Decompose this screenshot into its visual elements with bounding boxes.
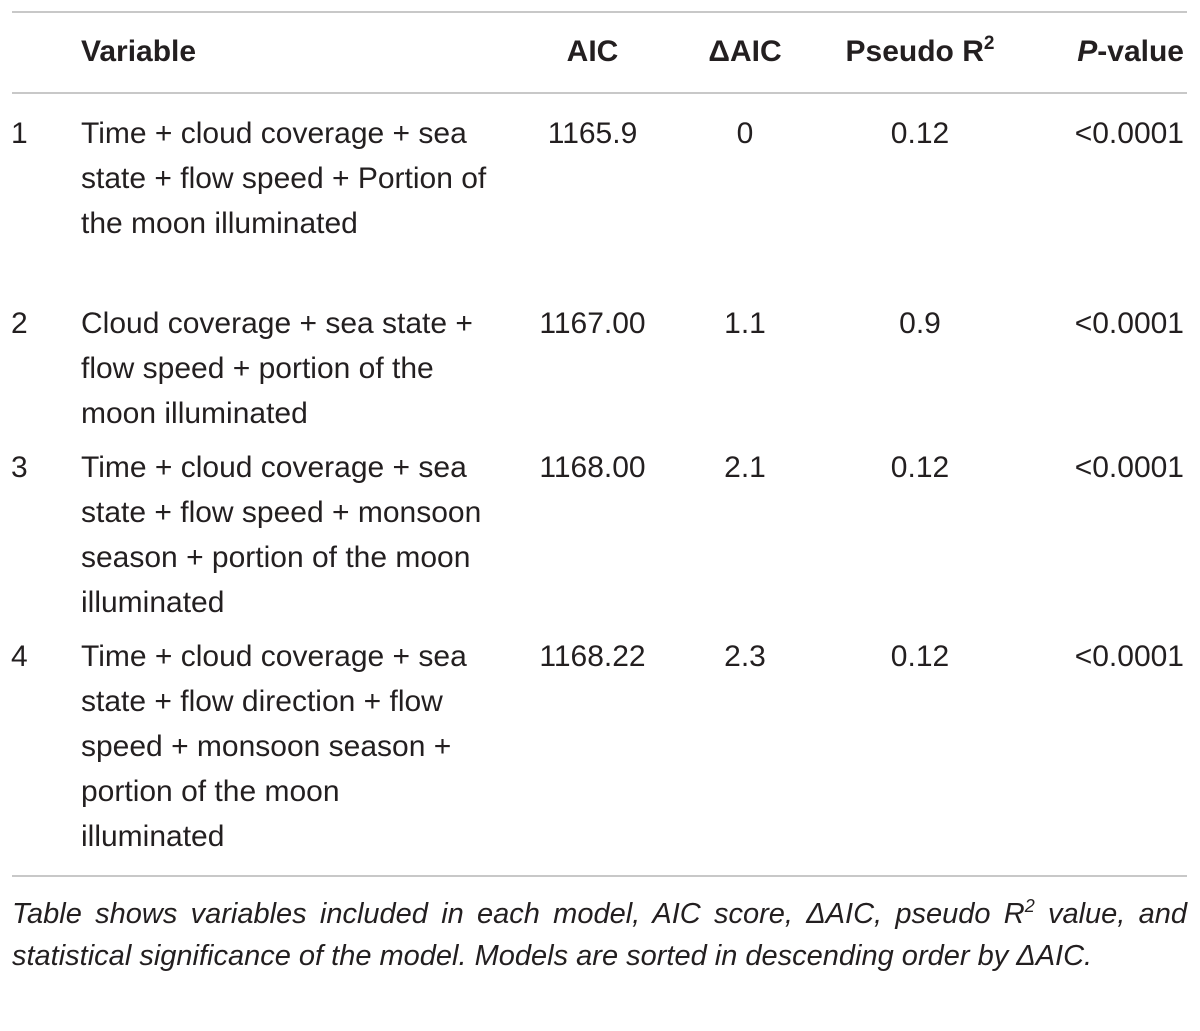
row-variable: Cloud coverage + sea state + flow speed + portion of the moon illuminated (81, 307, 473, 430)
caption-part1: Table shows variables included in each model, AIC score, ΔAIC, pseudo R (12, 898, 1025, 930)
row-aic: 1165.9 (547, 117, 638, 150)
caption-part2: value, and statistical significance of the model. Models are sorted in descending order by ΔAIC. (12, 898, 1187, 972)
header-p-value-italic: P (1077, 35, 1098, 68)
row-index: 2 (11, 307, 28, 340)
bottom-rule (12, 875, 1187, 877)
row-pseudo-r2: 0.9 (899, 307, 941, 340)
row-aic: 1167.00 (539, 307, 646, 340)
row-p-value: <0.0001 (1074, 307, 1184, 340)
row-variable: Time + cloud coverage + sea state + flow direction + flow speed + monsoon season + portion of the moon illuminated (81, 640, 467, 853)
header-aic: AIC (566, 35, 619, 68)
row-delta-aic: 0 (736, 117, 754, 150)
row-index: 1 (11, 117, 28, 150)
caption-sup: 2 (1024, 896, 1035, 916)
header-p-value-rest: -value (1097, 35, 1184, 68)
header-variable: Variable (81, 35, 197, 68)
row-aic: 1168.00 (539, 451, 646, 484)
table-caption (12, 893, 1187, 977)
row-variable: Time + cloud coverage + sea state + flow speed + Portion of the moon illuminated (81, 117, 487, 240)
header-delta-aic: ΔAIC (708, 35, 782, 68)
row-delta-aic: 1.1 (724, 307, 766, 340)
row-pseudo-r2: 0.12 (890, 117, 950, 150)
header-p-value (1030, 30, 1184, 74)
row-delta-aic: 2.3 (724, 640, 766, 673)
row-p-value: <0.0001 (1074, 451, 1184, 484)
row-variable: Time + cloud coverage + sea state + flow speed + monsoon season + portion of the moon illuminated (81, 451, 482, 619)
row-index: 4 (11, 640, 28, 673)
row-p-value: <0.0001 (1074, 117, 1184, 150)
row-pseudo-r2: 0.12 (890, 451, 950, 484)
row-delta-aic: 2.1 (724, 451, 766, 484)
row-aic: 1168.22 (539, 640, 646, 673)
row-pseudo-r2: 0.12 (890, 640, 950, 673)
header-pseudo-r2-sup: 2 (983, 33, 995, 54)
header-pseudo-r2-base: Pseudo R (845, 35, 984, 68)
top-rule (12, 11, 1187, 13)
row-index: 3 (11, 451, 28, 484)
header-rule (12, 92, 1187, 94)
row-p-value: <0.0001 (1074, 640, 1184, 673)
header-pseudo-r2 (830, 30, 1010, 74)
